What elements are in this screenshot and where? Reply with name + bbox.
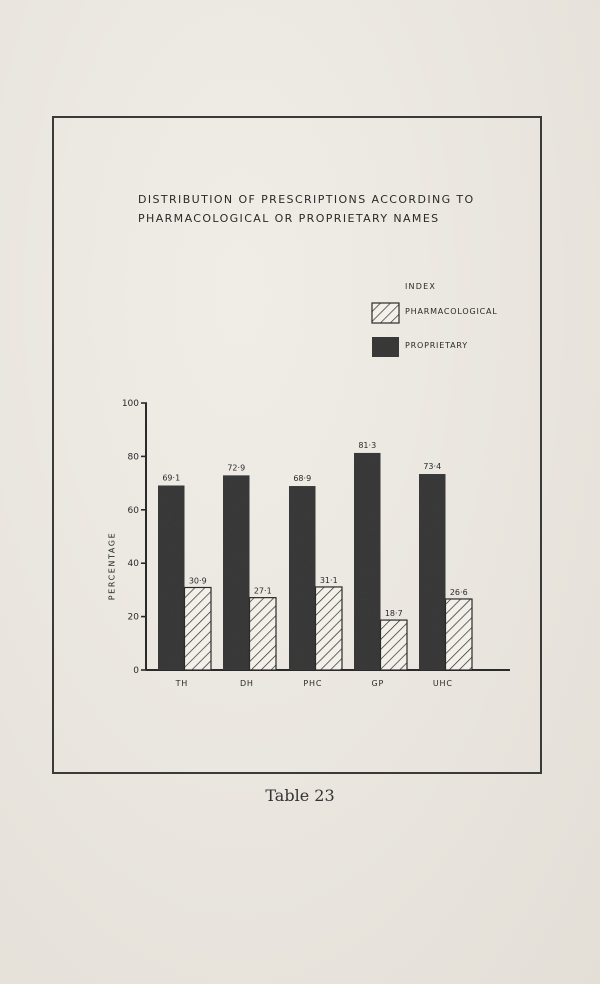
bar-proprietary-gp: [354, 453, 381, 670]
data-label-pharmacological-dh: 27·1: [253, 586, 272, 596]
bar-proprietary-th: [158, 486, 185, 670]
y-axis-label: PERCENTAGE: [107, 531, 117, 601]
data-label-proprietary-uhc: 73·4: [423, 462, 442, 472]
data-label-proprietary-gp: 81·3: [358, 440, 377, 450]
bar-pharmacological-th: [185, 587, 212, 670]
data-label-proprietary-phc: 68·9: [293, 474, 312, 484]
data-label-proprietary-dh: 72·9: [227, 463, 246, 473]
x-tick-label-phc: PHC: [303, 679, 323, 688]
data-label-pharmacological-th: 30·9: [188, 576, 207, 586]
data-label-proprietary-th: 69·1: [162, 473, 181, 483]
bar-proprietary-uhc: [419, 474, 446, 670]
legend-label-pharmacological: PHARMACOLOGICAL: [405, 307, 498, 316]
bar-pharmacological-phc: [316, 587, 343, 670]
x-tick-label-dh: DH: [239, 679, 254, 688]
y-tick-label: 100: [121, 399, 139, 409]
legend-title: INDEX: [405, 282, 437, 291]
table-caption: Table 23: [265, 786, 335, 805]
bar-pharmacological-uhc: [446, 599, 473, 670]
y-tick-label: 80: [127, 452, 139, 463]
x-tick-label-gp: GP: [371, 679, 385, 688]
y-tick-label: 40: [127, 559, 139, 570]
legend-swatches: [372, 303, 399, 357]
y-tick-label: 0: [133, 666, 139, 676]
y-tick-label: 60: [127, 505, 139, 516]
bar-proprietary-dh: [223, 475, 250, 670]
legend-swatch-pharmacological: [372, 303, 399, 323]
bar-pharmacological-gp: [381, 620, 408, 670]
data-label-pharmacological-phc: 31·1: [319, 575, 338, 585]
bar-proprietary-phc: [289, 486, 316, 670]
x-tick-label-th: TH: [175, 679, 189, 688]
bars: [158, 453, 472, 670]
chart-title-line-2: PHARMACOLOGICAL OR PROPRIETARY NAMES: [138, 212, 440, 225]
data-label-pharmacological-uhc: 26·6: [449, 587, 468, 597]
legend-label-proprietary: PROPRIETARY: [405, 341, 468, 350]
y-tick-label: 20: [127, 612, 139, 623]
chart-title-line-1: DISTRIBUTION OF PRESCRIPTIONS ACCORDING TO: [138, 193, 475, 206]
data-label-pharmacological-gp: 18·7: [384, 609, 403, 619]
legend-swatch-proprietary: [372, 337, 399, 357]
bar-pharmacological-dh: [250, 598, 277, 670]
x-tick-label-uhc: UHC: [432, 679, 453, 688]
